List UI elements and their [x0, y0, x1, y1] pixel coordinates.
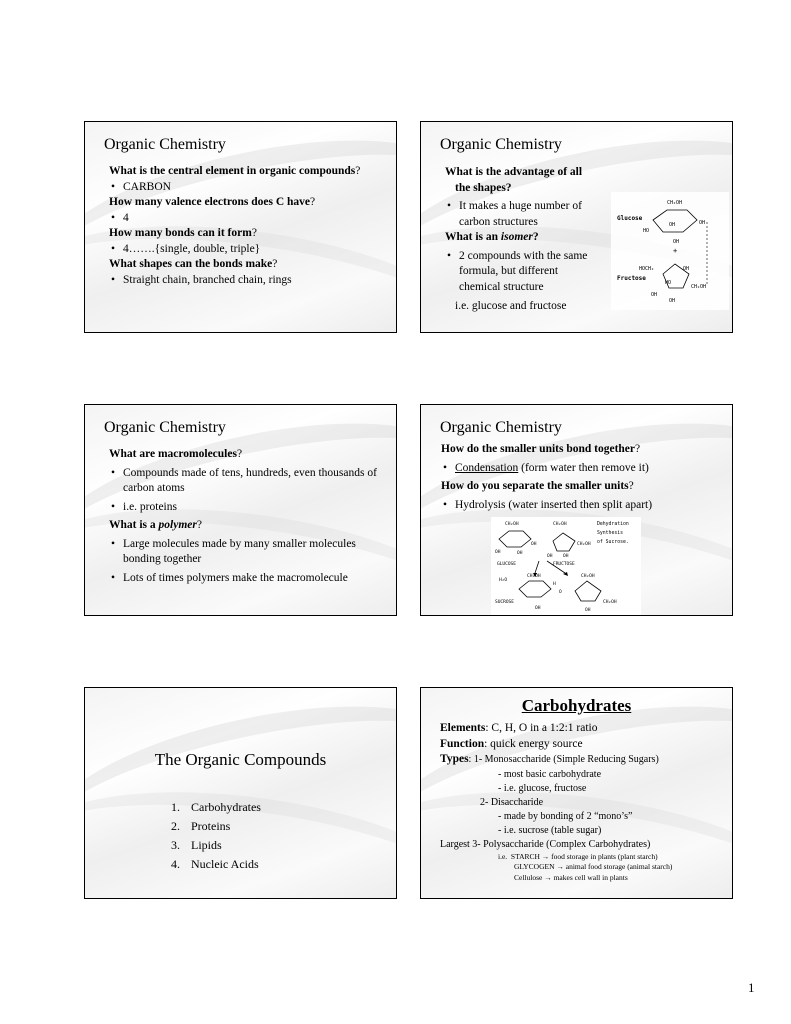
slide-organic-compounds — [84, 687, 397, 899]
slide-title: The Organic Compounds — [154, 750, 327, 769]
question: What is a polymer? — [109, 519, 202, 531]
svg-text:O: O — [559, 590, 562, 595]
svg-text:+: + — [673, 247, 678, 255]
svg-text:H: H — [553, 582, 556, 587]
svg-text:H₂O: H₂O — [499, 578, 508, 583]
compound-list — [171, 798, 261, 874]
bullet: • Large molecules made by many smaller molecules bonding together — [111, 537, 386, 568]
poly-detail: Cellulose → makes cell wall in plants — [514, 872, 628, 882]
list-item: 2. Proteins — [171, 819, 231, 833]
bullet: • Lots of times polymers make the macromolecule — [111, 571, 386, 587]
svg-text:OH: OH — [699, 220, 706, 226]
disaccharide-line: 2- Disaccharide — [480, 796, 544, 808]
slide-content — [109, 447, 386, 586]
slide-title: Organic Chemistry — [104, 419, 226, 436]
elements-line: Elements: C, H, O in a 1:2:1 ratio — [440, 722, 598, 734]
bullet: • Compounds made of tens, hundreds, even thousands of carbon atoms — [111, 466, 386, 497]
svg-text:CH₂OH: CH₂OH — [527, 574, 541, 579]
bullet: • Condensation (form water then remove it) — [443, 461, 722, 477]
svg-text:OH: OH — [673, 239, 680, 245]
types-line: Types: 1- Monosaccharide (Simple Reducing Sugars) — [440, 753, 659, 765]
slide-title: Organic Chemistry — [440, 419, 562, 436]
slide-organic-chemistry-2 — [420, 121, 733, 333]
question: How many valence electrons does C have? — [109, 196, 316, 208]
question: What is the central element in organic compounds? — [109, 165, 361, 177]
slide-content — [441, 442, 722, 513]
list-item: 3. Lipids — [171, 838, 222, 852]
svg-text:OH: OH — [531, 542, 537, 547]
function-line: Function: quick energy source — [440, 737, 583, 750]
bullet: • 4 — [111, 211, 386, 227]
question: How many bonds can it form? — [109, 227, 257, 239]
svg-text:GLUCOSE: GLUCOSE — [497, 562, 516, 567]
svg-text:HO: HO — [643, 228, 650, 234]
question: What shapes can the bonds make? — [109, 258, 278, 270]
poly-detail: i.e. STARCH → food storage in plants (plant starch) — [498, 851, 658, 861]
svg-text:HOCH₂: HOCH₂ — [639, 266, 655, 272]
svg-text:CH₂OH: CH₂OH — [553, 522, 567, 527]
svg-text:of Sucrose.: of Sucrose. — [597, 540, 629, 545]
svg-text:OH: OH — [585, 608, 591, 613]
question: How do the smaller units bond together? — [441, 443, 641, 455]
poly-detail: GLYCOGEN → animal food storage (animal starch) — [514, 862, 673, 871]
page-number: 1 — [748, 980, 755, 995]
svg-text:CH₂OH: CH₂OH — [577, 542, 591, 547]
svg-text:OH: OH — [669, 298, 676, 304]
list-item: 4. Nucleic Acids — [171, 857, 259, 871]
slide-title: Carbohydrates — [521, 696, 632, 715]
svg-text:HO: HO — [665, 280, 672, 286]
di-detail: - i.e. sucrose (table sugar) — [498, 824, 602, 836]
bullet: • 2 compounds with the same formula, but different chemical structure — [447, 249, 592, 296]
svg-text:OH: OH — [535, 606, 541, 611]
svg-text:Dehydration: Dehydration — [597, 522, 629, 527]
dehydration-synthesis-diagram — [491, 517, 641, 615]
slide-title: Organic Chemistry — [104, 136, 226, 153]
question: What is an isomer? — [445, 231, 539, 243]
fructose-label: Fructose — [617, 275, 646, 282]
slide-organic-chemistry-3 — [84, 404, 397, 616]
slide-carbohydrates — [420, 687, 733, 899]
svg-text:OH: OH — [495, 550, 501, 555]
svg-text:CH₂OH: CH₂OH — [581, 574, 595, 579]
mono-detail: - most basic carbohydrate — [498, 768, 602, 780]
di-detail: - made by bonding of 2 “mono’s” — [498, 810, 633, 822]
svg-text:OH: OH — [683, 266, 690, 272]
mono-detail: - i.e. glucose, fructose — [498, 782, 587, 794]
question: What are macromolecules? — [109, 448, 243, 460]
bullet: • Hydrolysis (water inserted then split apart) — [443, 498, 722, 514]
question: What is the advantage of all the shapes? — [445, 166, 583, 194]
note: i.e. glucose and fructose — [455, 300, 567, 312]
svg-text:CH₂OH: CH₂OH — [603, 600, 617, 605]
bullet: • i.e. proteins — [111, 500, 386, 516]
slide-organic-chemistry-1 — [84, 121, 397, 333]
slide-title: Organic Chemistry — [440, 136, 562, 153]
glucose-label: Glucose — [617, 215, 643, 222]
bullet: • CARBON — [111, 180, 386, 196]
slide-content — [445, 165, 592, 315]
svg-text:OH: OH — [563, 554, 569, 559]
svg-text:OH: OH — [517, 551, 523, 556]
svg-text:Synthesis: Synthesis — [597, 531, 623, 536]
svg-text:CH₂OH: CH₂OH — [505, 522, 519, 527]
slide-content — [109, 164, 386, 288]
svg-text:OH: OH — [669, 222, 676, 228]
svg-text:CH₂OH: CH₂OH — [691, 284, 707, 290]
polysaccharide-line: Largest 3- Polysaccharide (Complex Carbohydrates) — [440, 838, 651, 850]
slide-organic-chemistry-4 — [420, 404, 733, 616]
question: How do you separate the smaller units? — [441, 480, 634, 492]
bullet: • Straight chain, branched chain, rings — [111, 273, 386, 289]
isomer-diagram — [611, 192, 729, 310]
svg-text:OH: OH — [547, 554, 553, 559]
svg-text:CH₂OH: CH₂OH — [667, 200, 683, 206]
svg-text:SUCROSE: SUCROSE — [495, 600, 514, 605]
slide-content — [440, 721, 672, 883]
bullet: • 4…….{single, double, triple} — [111, 242, 386, 258]
svg-text:FRUCTOSE: FRUCTOSE — [553, 562, 575, 567]
list-item: 1. Carbohydrates — [171, 800, 261, 814]
bullet: • It makes a huge number of carbon structures — [447, 199, 592, 230]
svg-text:OH: OH — [651, 292, 658, 298]
